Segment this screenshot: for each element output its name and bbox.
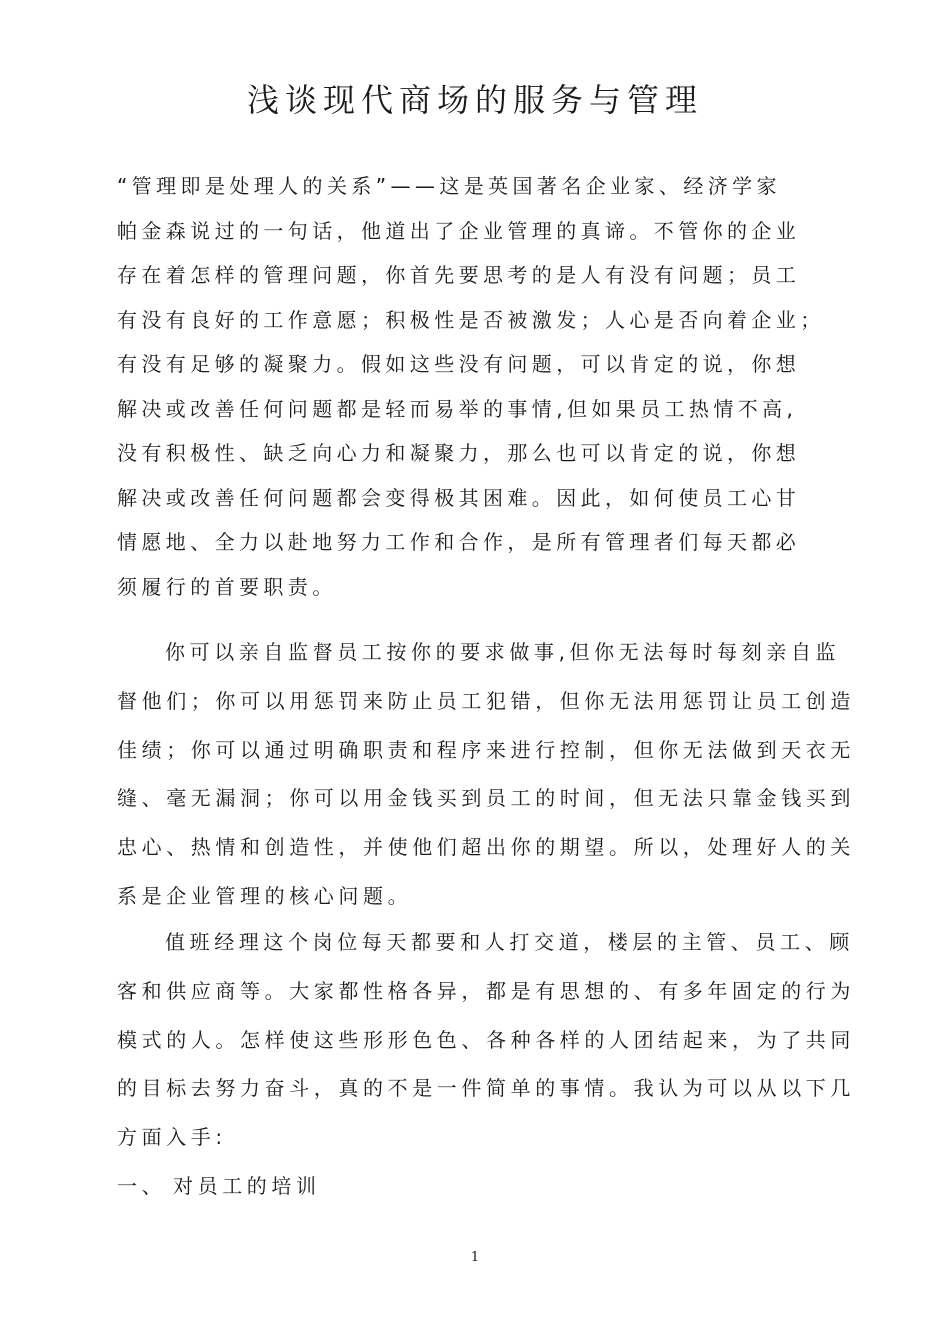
paragraph-line: 没有积极性、缺乏向心力和凝聚力，那么也可以肯定的说，你想 bbox=[117, 441, 801, 465]
section-heading bbox=[117, 1168, 321, 1204]
paragraph-line: 有没有良好的工作意愿；积极性是否被激发；人心是否向着企业； bbox=[117, 307, 825, 332]
paragraph-line: 方面入手: bbox=[117, 1125, 227, 1150]
paragraph-line: 解决或改善任何问题都是轻而易举的事情,但如果员工热情不高, bbox=[117, 396, 798, 421]
paragraph-line: 须履行的首要职责。 bbox=[117, 574, 337, 599]
paragraph-line: 模式的人。怎样使这些形形色色、各种各样的人团结起来，为了共同 bbox=[117, 1027, 855, 1052]
document-title: 浅谈现代商场的服务与管理 bbox=[246, 81, 703, 119]
paragraph-line: 有没有足够的凝聚力。假如这些没有问题，可以肯定的说，你想 bbox=[117, 352, 801, 376]
paragraph-line: 值班经理这个岗位每天都要和人打交道，楼层的主管、员工、顾 bbox=[165, 930, 854, 954]
paragraph-1 bbox=[117, 164, 837, 609]
paragraph-line: 系是企业管理的核心问题。 bbox=[117, 883, 413, 908]
paragraph-line: 客和供应商等。大家都性格各异，都是有思想的、有多年固定的行为 bbox=[117, 978, 855, 1003]
paragraph-line: 忠心、热情和创造性，并使他们超出你的期望。所以，处理好人的关 bbox=[117, 835, 855, 860]
paragraph-line: 督他们；你可以用惩罚来防止员工犯错，但你无法用惩罚让员工创造 bbox=[117, 688, 855, 713]
section-number: 一、 bbox=[117, 1174, 167, 1198]
paragraph-line: 存在着怎样的管理问题，你首先要思考的是人有没有问题；员工 bbox=[117, 263, 801, 287]
section-heading-text: 对员工的培训 bbox=[173, 1174, 321, 1198]
paragraph-line: 佳绩；你可以通过明确职责和程序来进行控制，但你无法做到天衣无 bbox=[117, 737, 855, 762]
paragraph-3 bbox=[117, 918, 877, 1162]
paragraph-line: 你可以亲自监督员工按你的要求做事,但你无法每时每刻亲自监 bbox=[165, 640, 841, 664]
page-number: 1 bbox=[470, 1250, 480, 1265]
paragraph-line: 解决或改善任何问题都会变得极其困难。因此，如何使员工心甘 bbox=[117, 485, 801, 510]
paragraph-line: 帕金森说过的一句话，他道出了企业管理的真谛。不管你的企业 bbox=[117, 218, 801, 243]
paragraph-line: 情愿地、全力以赴地努力工作和合作，是所有管理者们每天都必 bbox=[117, 530, 801, 554]
paragraph-2 bbox=[117, 628, 877, 921]
paragraph-line: 的目标去努力奋斗，真的不是一件简单的事情。我认为可以从以下几 bbox=[117, 1076, 855, 1101]
paragraph-line: 缝、毫无漏洞；你可以用金钱买到员工的时间，但无法只靠金钱买到 bbox=[117, 786, 855, 811]
paragraph-line: “管理即是处理人的关系”——这是英国著名企业家、经济学家 bbox=[117, 174, 781, 198]
